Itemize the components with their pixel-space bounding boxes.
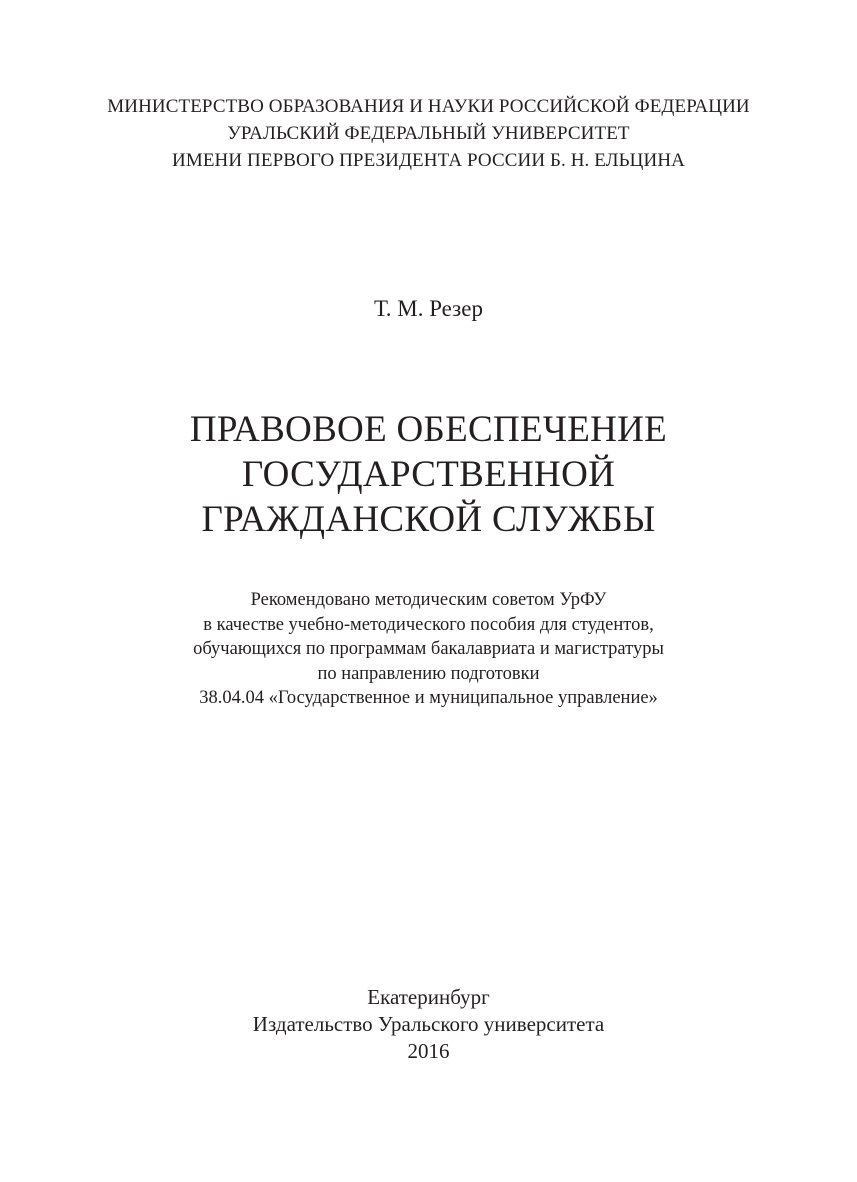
institution-header [0, 93, 857, 174]
imprint [0, 984, 857, 1065]
recommendation-line-5: 38.04.04 «Государственное и муниципальное управление» [199, 688, 658, 708]
header-line-ministry: МИНИСТЕРСТВО ОБРАЗОВАНИЯ И НАУКИ РОССИЙСКОЙ ФЕДЕРАЦИИ [107, 96, 750, 117]
title-line-3: ГРАЖДАНСКОЙ СЛУЖБЫ [201, 499, 656, 540]
book-title [0, 407, 857, 542]
recommendation-note [0, 588, 857, 711]
title-line-2: ГОСУДАРСТВЕННОЙ [241, 454, 616, 495]
recommendation-line-4: по направлению подготовки [317, 663, 540, 684]
imprint-city: Екатеринбург [367, 985, 490, 1009]
recommendation-line-2: в качестве учебно-методического пособия для студентов, [203, 614, 654, 635]
recommendation-line-1: Рекомендовано методическим советом УрФУ [250, 590, 607, 610]
header-line-named-after: ИМЕНИ ПЕРВОГО ПРЕЗИДЕНТА РОССИИ Б. Н. ЕЛЬЦИНА [172, 150, 685, 171]
title-line-1: ПРАВОВОЕ ОБЕСПЕЧЕНИЕ [189, 409, 668, 450]
imprint-publisher: Издательство Уральского университета [252, 1012, 605, 1036]
header-line-university: УРАЛЬСКИЙ ФЕДЕРАЛЬНЫЙ УНИВЕРСИТЕТ [227, 123, 630, 144]
recommendation-line-3: обучающихся по программам бакалавриата и магистратуры [193, 639, 664, 659]
author-name: Т. М. Резер [374, 296, 483, 321]
imprint-year: 2016 [407, 1039, 450, 1063]
